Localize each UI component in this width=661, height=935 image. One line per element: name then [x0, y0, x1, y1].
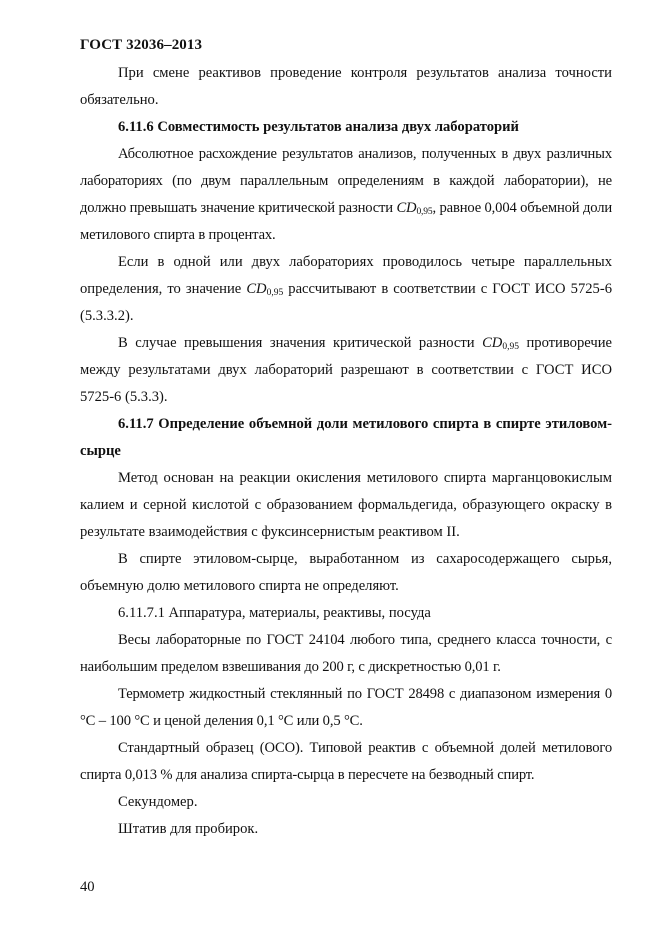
critical-difference-symbol: CD [246, 281, 267, 297]
paragraph-stopwatch: Секундомер. [118, 794, 198, 810]
paragraph-four-determinations [80, 249, 612, 330]
text-segment: , равное 0,004 объемной доли метилового спирта в процентах. [80, 200, 612, 243]
critical-difference-subscript: 0,95 [502, 342, 519, 352]
paragraph-standard-sample: Стандартный образец (ОСО). Типовой реактив с объемной долей метилового спирта 0,013 % для анализа спирта-сырца в пересчете на безводный спирт. [80, 740, 612, 783]
text-segment: В случае превышения значения критической разности [118, 335, 483, 351]
section-heading-6-11-6: 6.11.6 Совместимость результатов анализа двух лабораторий [118, 119, 519, 135]
critical-difference-subscript: 0,95 [416, 207, 433, 217]
document-header: ГОСТ 32036–2013 [80, 37, 203, 53]
paragraph-absolute-discrepancy [80, 141, 612, 249]
subsection-heading-6-11-7-1: 6.11.7.1 Аппаратура, материалы, реактивы, посуда [118, 605, 431, 621]
page-number: 40 [80, 879, 95, 895]
document-body [80, 60, 612, 843]
text-segment: рассчитывают в соответствии с ГОСТ ИСО 5725-6 (5.3.3.2). [80, 281, 612, 324]
paragraph-sugar-raw-spirit: В спирте этиловом-сырце, выработанном из сахаросодержащего сырья, объемную долю метилового спирта не определяют. [80, 551, 612, 594]
text-segment: Если в одной или двух лабораториях проводилось четыре параллельных определения, то значение [80, 254, 612, 297]
text-segment: противоречие между результатами двух лабораторий разрешают в соответствии с ГОСТ ИСО 5725-6 (5.3.3). [80, 335, 612, 405]
paragraph-tube-rack: Штатив для пробирок. [118, 821, 259, 837]
critical-difference-symbol: CD [396, 200, 417, 216]
critical-difference-subscript: 0,95 [266, 288, 284, 298]
paragraph-exceeding-critical-difference [80, 330, 612, 411]
critical-difference-symbol: CD [482, 335, 503, 351]
section-heading-6-11-7: 6.11.7 Определение объемной доли метилового спирта в спирте этиловом-сырце [80, 416, 612, 459]
paragraph-thermometer: Термометр жидкостный стеклянный по ГОСТ 28498 с диапазоном измерения 0 °С – 100 °С и ценой деления 0,1 °С или 0,5 °С. [80, 686, 612, 729]
text-segment: Абсолютное расхождение результатов анализов, полученных в двух различных лабораториях (по двум параллельным определениям в каждой лаборатории), не должно превышать значение критической разности [80, 146, 612, 216]
paragraph-method-principle: Метод основан на реакции окисления метилового спирта марганцовокислым калием и серной кислотой с образованием формальдегида, образующего окраску в результате взаимодействия с фуксинсернистым реактивом II. [80, 470, 612, 540]
paragraph-reagent-change: При смене реактивов проведение контроля результатов анализа точности обязательно. [80, 65, 612, 108]
paragraph-scales: Весы лабораторные по ГОСТ 24104 любого типа, среднего класса точности, с наибольшим пределом взвешивания до 200 г, с дискретностью 0,01 г. [80, 632, 612, 675]
